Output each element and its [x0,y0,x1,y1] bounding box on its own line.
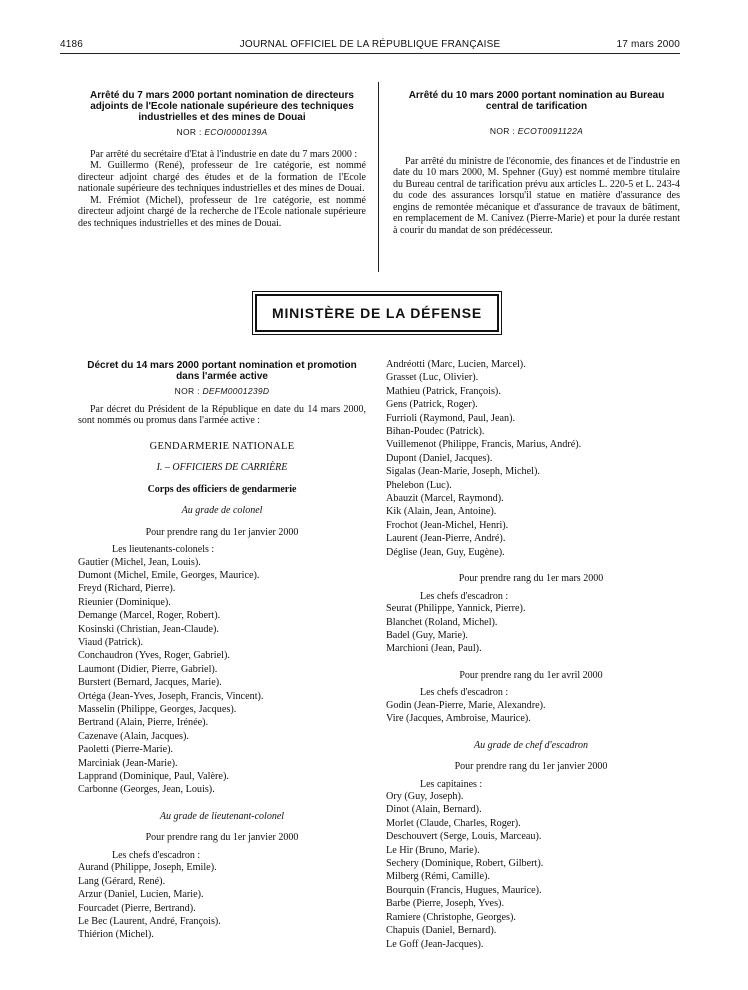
list-item: Paoletti (Pierre-Marie). [78,744,174,756]
list-item: Conchaudron (Yves, Roger, Gabriel). [78,650,230,662]
list-item: Badel (Guy, Marie). [386,629,468,641]
list-item: Ory (Guy, Joseph). [386,791,464,803]
list-item: Phelebon (Luc). [386,479,452,491]
arrete-douai-para-3: M. Frémiot (Michel), professeur de 1re catégorie, est nommé directeur adjoint chargé de la recherche de l'Ecole nationale supérieure des techniques industrielles et des mines de Douai. [78,194,366,229]
colonel-name-list [78,556,366,797]
list-item: Ramiere (Christophe, Georges). [386,911,516,923]
nor-code: ECOT0091122A [517,126,584,136]
list-item: Laurent (Jean-Pierre, André). [386,533,506,545]
list-item: Blanchet (Roland, Michel). [386,616,498,628]
avril-name-list [386,699,676,726]
arrete-tarification-nor [393,126,680,138]
decree-right-column [386,358,676,951]
rang-avril: Pour prendre rang du 1er avril 2000 [459,669,603,681]
arrete-tarification-para: Par arrêté du ministre de l'économie, des finances et de l'industrie en date du 10 mars 2000, M. Spehner (Guy) est nommé membre titulaire du Bureau central de tarification prévu aux articles L. 220-5 et L. 243-4 du code des assurances lorsqu'il statue en matière d'assurance des engins de remontée mécanique et d'assurance de travaux de bâtiment, en remplacement de M. Canivez (Pierre-Marie) et pour la durée restant à courir du mandat de son prédécesseur. [393,155,680,236]
arrete-douai-para-2: M. Guillermo (René), professeur de 1re catégorie, est nommé directeur adjoint chargé des études et de la formation de l'Ecole nationale supérieure des techniques industrielles et des mines de Douai. [78,160,366,194]
list-item: Dumont (Michel, Emile, Georges, Maurice). [78,569,260,581]
list-item: Sigalas (Jean-Marie, Joseph, Michel). [386,466,540,478]
arrete-tarification-title: Arrêté du 10 mars 2000 portant nomination au Bureau central de tarification [408,90,665,112]
list-item: Arzur (Daniel, Lucien, Marie). [78,889,204,901]
list-item: Carbonne (Georges, Jean, Louis). [78,784,215,796]
list-item: Ortéga (Jean-Yves, Joseph, Francis, Vincent). [78,690,264,702]
list-item: Chapuis (Daniel, Bernard). [386,925,497,937]
lt-colonel-name-list-right [386,358,676,559]
nor-code: ECOI0000139A [204,127,268,137]
arrete-tarification [393,90,680,236]
list-item: Furrioli (Raymond, Paul, Jean). [386,412,516,424]
list-item: Cazenave (Alain, Jacques). [78,730,189,742]
list-item: Fourcadet (Pierre, Bertrand). [78,902,196,914]
list-item: Thiérion (Michel). [78,929,154,941]
list-item: Aurand (Philippe, Joseph, Emile). [78,862,217,874]
list-item: Abauzit (Marcel, Raymond). [386,493,504,505]
list-item: Masselin (Philippe, Georges, Jacques). [78,703,237,715]
subsection-heading: I. – OFFICIERS DE CARRIÈRE [156,462,288,473]
page-number: 4186 [60,39,84,50]
header-rule [60,53,680,54]
list-item: Vuillemenot (Philippe, Francis, Marius, André). [386,439,582,451]
decree-nor [78,386,366,398]
list-item: Kosinski (Christian, Jean-Claude). [78,623,219,635]
list-item: Seurat (Philippe, Yannick, Pierre). [386,603,526,615]
list-item: Milberg (Rémi, Camille). [386,871,490,883]
list-item: Déglise (Jean, Guy, Eugène). [386,546,505,558]
lt-colonel-name-list-left [78,861,366,941]
mars-name-list [386,602,676,656]
list-item: Le Hir (Bruno, Marie). [386,844,480,856]
list-item: Dupont (Daniel, Jacques). [386,452,493,464]
list-item: Gautier (Michel, Jean, Louis). [78,556,201,568]
list-item: Godin (Jean-Pierre, Marie, Alexandre). [386,699,546,711]
list-item: Lang (Gérard, René). [78,875,166,887]
issue-date: 17 mars 2000 [616,39,680,50]
rang-mars: Pour prendre rang du 1er mars 2000 [458,573,604,585]
list-item: Laumont (Didier, Pierre, Gabriel). [78,663,218,675]
arrete-douai-para-1: Par arrêté du secrétaire d'Etat à l'industrie en date du 7 mars 2000 : [90,148,358,160]
list-item: Dinot (Alain, Bernard). [386,804,482,816]
list-item: Morlet (Claude, Charles, Roger). [386,817,521,829]
column-divider [378,82,379,272]
list-item: Andréotti (Marc, Lucien, Marcel). [386,359,526,370]
list-item: Sechery (Dominique, Robert, Gilbert). [386,858,544,870]
nor-label: NOR : [174,386,200,396]
list-item: Grasset (Luc, Olivier). [386,372,479,384]
list-item: Bertrand (Alain, Pierre, Irénée). [78,717,209,729]
list-item: Lapprand (Dominique, Paul, Valère). [78,771,229,782]
lt-colonels-label: Les lieutenants-colonels : [112,544,215,555]
nor-label: NOR : [176,127,202,137]
decree-title: Décret du 14 mars 2000 portant nomination et promotion dans l'armée active [87,360,357,382]
list-item: Rieunier (Dominique). [78,596,171,608]
rang-janvier-colonel: Pour prendre rang du 1er janvier 2000 [145,526,299,538]
chefs-escadron-label-avril: Les chefs d'escadron : [420,687,509,699]
page-header [60,12,680,52]
grade-chef-escadron-heading: Au grade de chef d'escadron [474,739,588,751]
arrete-douai [78,90,366,229]
list-item: Frochot (Jean-Michel, Henri). [386,519,509,531]
chefs-escadron-label: Les chefs d'escadron : [112,849,201,861]
nor-code: DEFM0001239D [202,386,270,396]
decree-intro: Par décret du Président de la République en date du 14 mars 2000, sont nommés ou promus dans l'armée active : [78,403,366,426]
nor-label: NOR : [489,126,516,136]
chefs-escadron-label-mars: Les chefs d'escadron : [420,590,509,602]
list-item: Demange (Marcel, Roger, Robert). [78,610,221,622]
rang-janvier-chef-escadron: Pour prendre rang du 1er janvier 2000 [454,761,608,773]
list-item: Viaud (Patrick). [78,636,144,648]
decree-left-column [78,360,366,942]
list-item: Marciniak (Jean-Marie). [78,757,178,769]
grade-colonel-heading: Au grade de colonel [181,505,263,516]
list-item: Gens (Patrick, Roger). [386,399,478,411]
list-item: Vire (Jacques, Ambroise, Maurice). [386,713,531,725]
rang-janvier-lt-colonel: Pour prendre rang du 1er janvier 2000 [145,832,299,844]
list-item: Kik (Alain, Jean, Antoine). [386,506,497,518]
list-item: Freyd (Richard, Pierre). [78,583,176,595]
list-item: Le Goff (Jean-Jacques). [386,938,484,950]
capitaines-label: Les capitaines : [420,778,483,790]
ministry-heading: MINISTÈRE DE LA DÉFENSE [255,294,499,332]
capitaine-name-list [386,790,676,951]
corps-heading: Corps des officiers de gendarmerie [147,483,297,495]
section-heading: GENDARMERIE NATIONALE [149,440,295,452]
list-item: Deschouvert (Serge, Louis, Marceau). [386,831,542,843]
journal-title: JOURNAL OFFICIEL DE LA RÉPUBLIQUE FRANÇAISE [239,39,501,50]
list-item: Bourquin (Francis, Hugues, Maurice). [386,884,542,896]
list-item: Marchioni (Jean, Paul). [386,643,482,655]
arrete-douai-nor [78,127,366,139]
arrete-douai-title: Arrêté du 7 mars 2000 portant nomination de directeurs adjoints de l'Ecole nationale supérieure des techniques industrielles et des mines de Douai [90,90,354,123]
list-item: Le Bec (Laurent, André, François). [78,915,221,927]
list-item: Mathieu (Patrick, François). [386,385,501,397]
list-item: Bihan-Poudec (Patrick). [386,426,485,438]
list-item: Burstert (Bernard, Jacques, Marie). [78,677,222,689]
list-item: Barbe (Pierre, Joseph, Yves). [386,898,504,910]
grade-lt-colonel-heading: Au grade de lieutenant-colonel [159,810,285,822]
